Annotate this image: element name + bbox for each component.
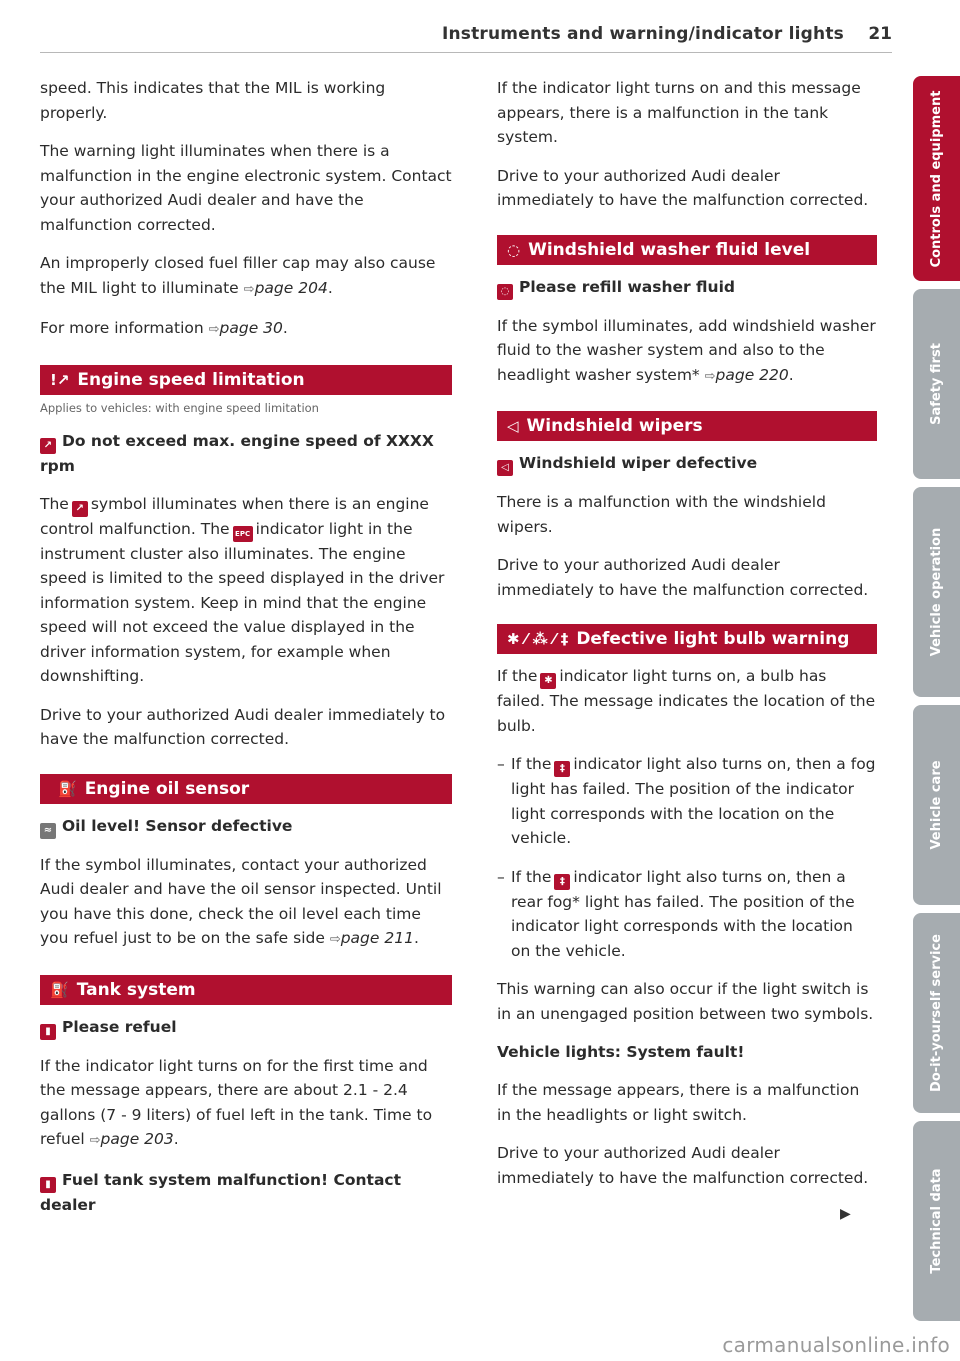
paragraph: If the symbol illuminates, contact your authorized Audi dealer and have the oil sensor inspected. Until you have this done, check the oil level each time you refuel just to be on the safe side ⇨page 211. (40, 855, 442, 947)
page-link[interactable]: page 220 (715, 365, 789, 384)
paragraph: If the indicator light turns on and this message appears, there is a malfunction in the tank system. (497, 79, 861, 146)
section-tank-system: ⛽ Tank system (40, 975, 452, 1005)
section-engine-speed-limitation: !↗ Engine speed limitation (40, 365, 452, 395)
page-header (40, 22, 892, 53)
page-number: 21 (868, 24, 892, 44)
tab-do-it-yourself-service[interactable]: Do-it-yourself service (913, 913, 960, 1113)
paragraph: If the symbol illuminates, add windshield washer fluid to the washer system and also to the headlight washer system* ⇨page 220. (497, 316, 876, 384)
wiper-icon: ◁ (507, 417, 519, 435)
oil-can-icon: ⛽ (58, 779, 77, 798)
warning-message: ▮ Please refuel (40, 1015, 452, 1040)
engine-speed-icon: !↗ (50, 370, 70, 389)
engine-speed-indicator-icon: ↗ (72, 501, 88, 517)
page-link[interactable]: page 204 (254, 278, 328, 297)
fuel-pump-indicator-icon: ▮ (40, 1024, 56, 1040)
section-windshield-wipers: ◁ Windshield wipers (497, 411, 877, 441)
washer-fluid-indicator-icon: ◌ (497, 284, 513, 300)
bulb-indicator-icon: ✱ (540, 673, 556, 689)
tab-technical-data[interactable]: Technical data (913, 1121, 960, 1321)
page-link[interactable]: page 203 (100, 1130, 174, 1148)
applies-note: Applies to vehicles: with engine speed limitation (40, 400, 319, 415)
page-link[interactable]: page 30 (219, 319, 283, 337)
tab-safety-first[interactable]: Safety first (913, 289, 960, 479)
fog-light-indicator-icon: ‡ (554, 761, 570, 777)
paragraph: The warning light illuminates when there is a malfunction in the engine electronic system. Contact your authorized Audi dealer and have the malfunction corrected. (40, 142, 452, 234)
fuel-pump-indicator-icon: ▮ (40, 1177, 56, 1193)
warning-message: ◌ Please refill washer fluid (497, 275, 877, 300)
continue-arrow-icon: ▶ (840, 1206, 851, 1222)
warning-message: ◁ Windshield wiper defective (497, 451, 877, 476)
paragraph: For more information ⇨page 30. (40, 319, 288, 337)
warning-message: ▮ Fuel tank system malfunction! Contact dealer (40, 1170, 402, 1214)
paragraph: If the indicator light turns on for the first time and the message appears, there are about 2.1 - 2.4 gallons (7 - 9 liters) of fuel left in the tank. Time to refuel ⇨page 203. (40, 1056, 433, 1148)
tab-vehicle-operation[interactable]: Vehicle operation (913, 487, 960, 697)
paragraph: speed. This indicates that the MIL is working properly. (40, 79, 386, 122)
paragraph: Drive to your authorized Audi dealer immediately to have the malfunction corrected. (497, 166, 869, 209)
rear-fog-light-indicator-icon: ‡ (554, 874, 570, 890)
page-link[interactable]: page 211 (340, 929, 414, 947)
warning-message: ≈ Oil level! Sensor defective (40, 814, 452, 839)
right-column (497, 76, 877, 1204)
warning-message: ↗ Do not exceed max. engine speed of XXXX rpm (40, 431, 434, 475)
arrow-right-icon: ⇨ (704, 368, 716, 384)
paragraph: Drive to your authorized Audi dealer immediately to have the malfunction corrected. (497, 556, 869, 599)
arrow-right-icon: ⇨ (208, 322, 220, 337)
tab-controls-and-equipment[interactable]: Controls and equipment (913, 76, 960, 281)
paragraph: This warning can also occur if the light switch is in an unengaged position between two symbols. (497, 980, 874, 1023)
warning-message: Vehicle lights: System fault! (497, 1043, 745, 1061)
epc-indicator-icon: EPC (233, 526, 253, 542)
fuel-pump-icon: ⛽ (50, 980, 69, 999)
arrow-right-icon: ⇨ (89, 1133, 101, 1148)
paragraph: If the ✱ indicator light turns on, a bulb has failed. The message indicates the location of the bulb. (497, 667, 876, 735)
oil-can-indicator-icon: ≈ (40, 823, 56, 839)
engine-speed-indicator-icon: ↗ (40, 438, 56, 454)
arrow-right-icon: ⇨ (243, 281, 255, 297)
section-defective-bulb: ✱ ⁄ ⁂ ⁄ ‡ Defective light bulb warning (497, 624, 877, 654)
header-title: Instruments and warning/indicator lights (441, 24, 844, 44)
paragraph: The ↗ symbol illuminates when there is an engine control malfunction. The EPC indicator light in the instrument cluster also illuminates. The engine speed is limited to the speed displayed in the driver information system. Keep in mind that the engine speed will not exceed the value displayed in the driver information system, for example when downshifting. (40, 494, 445, 685)
paragraph: Drive to your authorized Audi dealer immediately to have the malfunction corrected. (497, 1144, 869, 1187)
tab-vehicle-care[interactable]: Vehicle care (913, 705, 960, 905)
arrow-right-icon: ⇨ (329, 932, 341, 947)
washer-fluid-icon: ◌ (507, 240, 521, 259)
watermark: carmanualsonline.info (722, 1333, 950, 1357)
section-engine-oil-sensor: ⛽ Engine oil sensor (40, 774, 452, 804)
bulb-warning-icon: ✱ ⁄ ⁂ ⁄ ‡ (507, 630, 569, 648)
paragraph: There is a malfunction with the windshield wipers. (497, 493, 826, 536)
list-item: – If the ‡ indicator light also turns on, then a fog light has failed. The position of the indicator light corresponds with the location on the vehicle. (497, 755, 876, 847)
paragraph: An improperly closed fuel filler cap may also cause the MIL light to illuminate ⇨page 204. (40, 254, 436, 297)
wiper-indicator-icon: ◁ (497, 460, 513, 476)
paragraph: If the message appears, there is a malfunction in the headlights or light switch. (497, 1081, 860, 1124)
left-column (40, 76, 452, 1231)
paragraph: Drive to your authorized Audi dealer immediately to have the malfunction corrected. (40, 705, 446, 748)
list-item: – If the ‡ indicator light also turns on, then a rear fog* light has failed. The position of the indicator light corresponds with the location on the vehicle. (497, 867, 855, 960)
section-washer-fluid: ◌ Windshield washer fluid level (497, 235, 877, 265)
